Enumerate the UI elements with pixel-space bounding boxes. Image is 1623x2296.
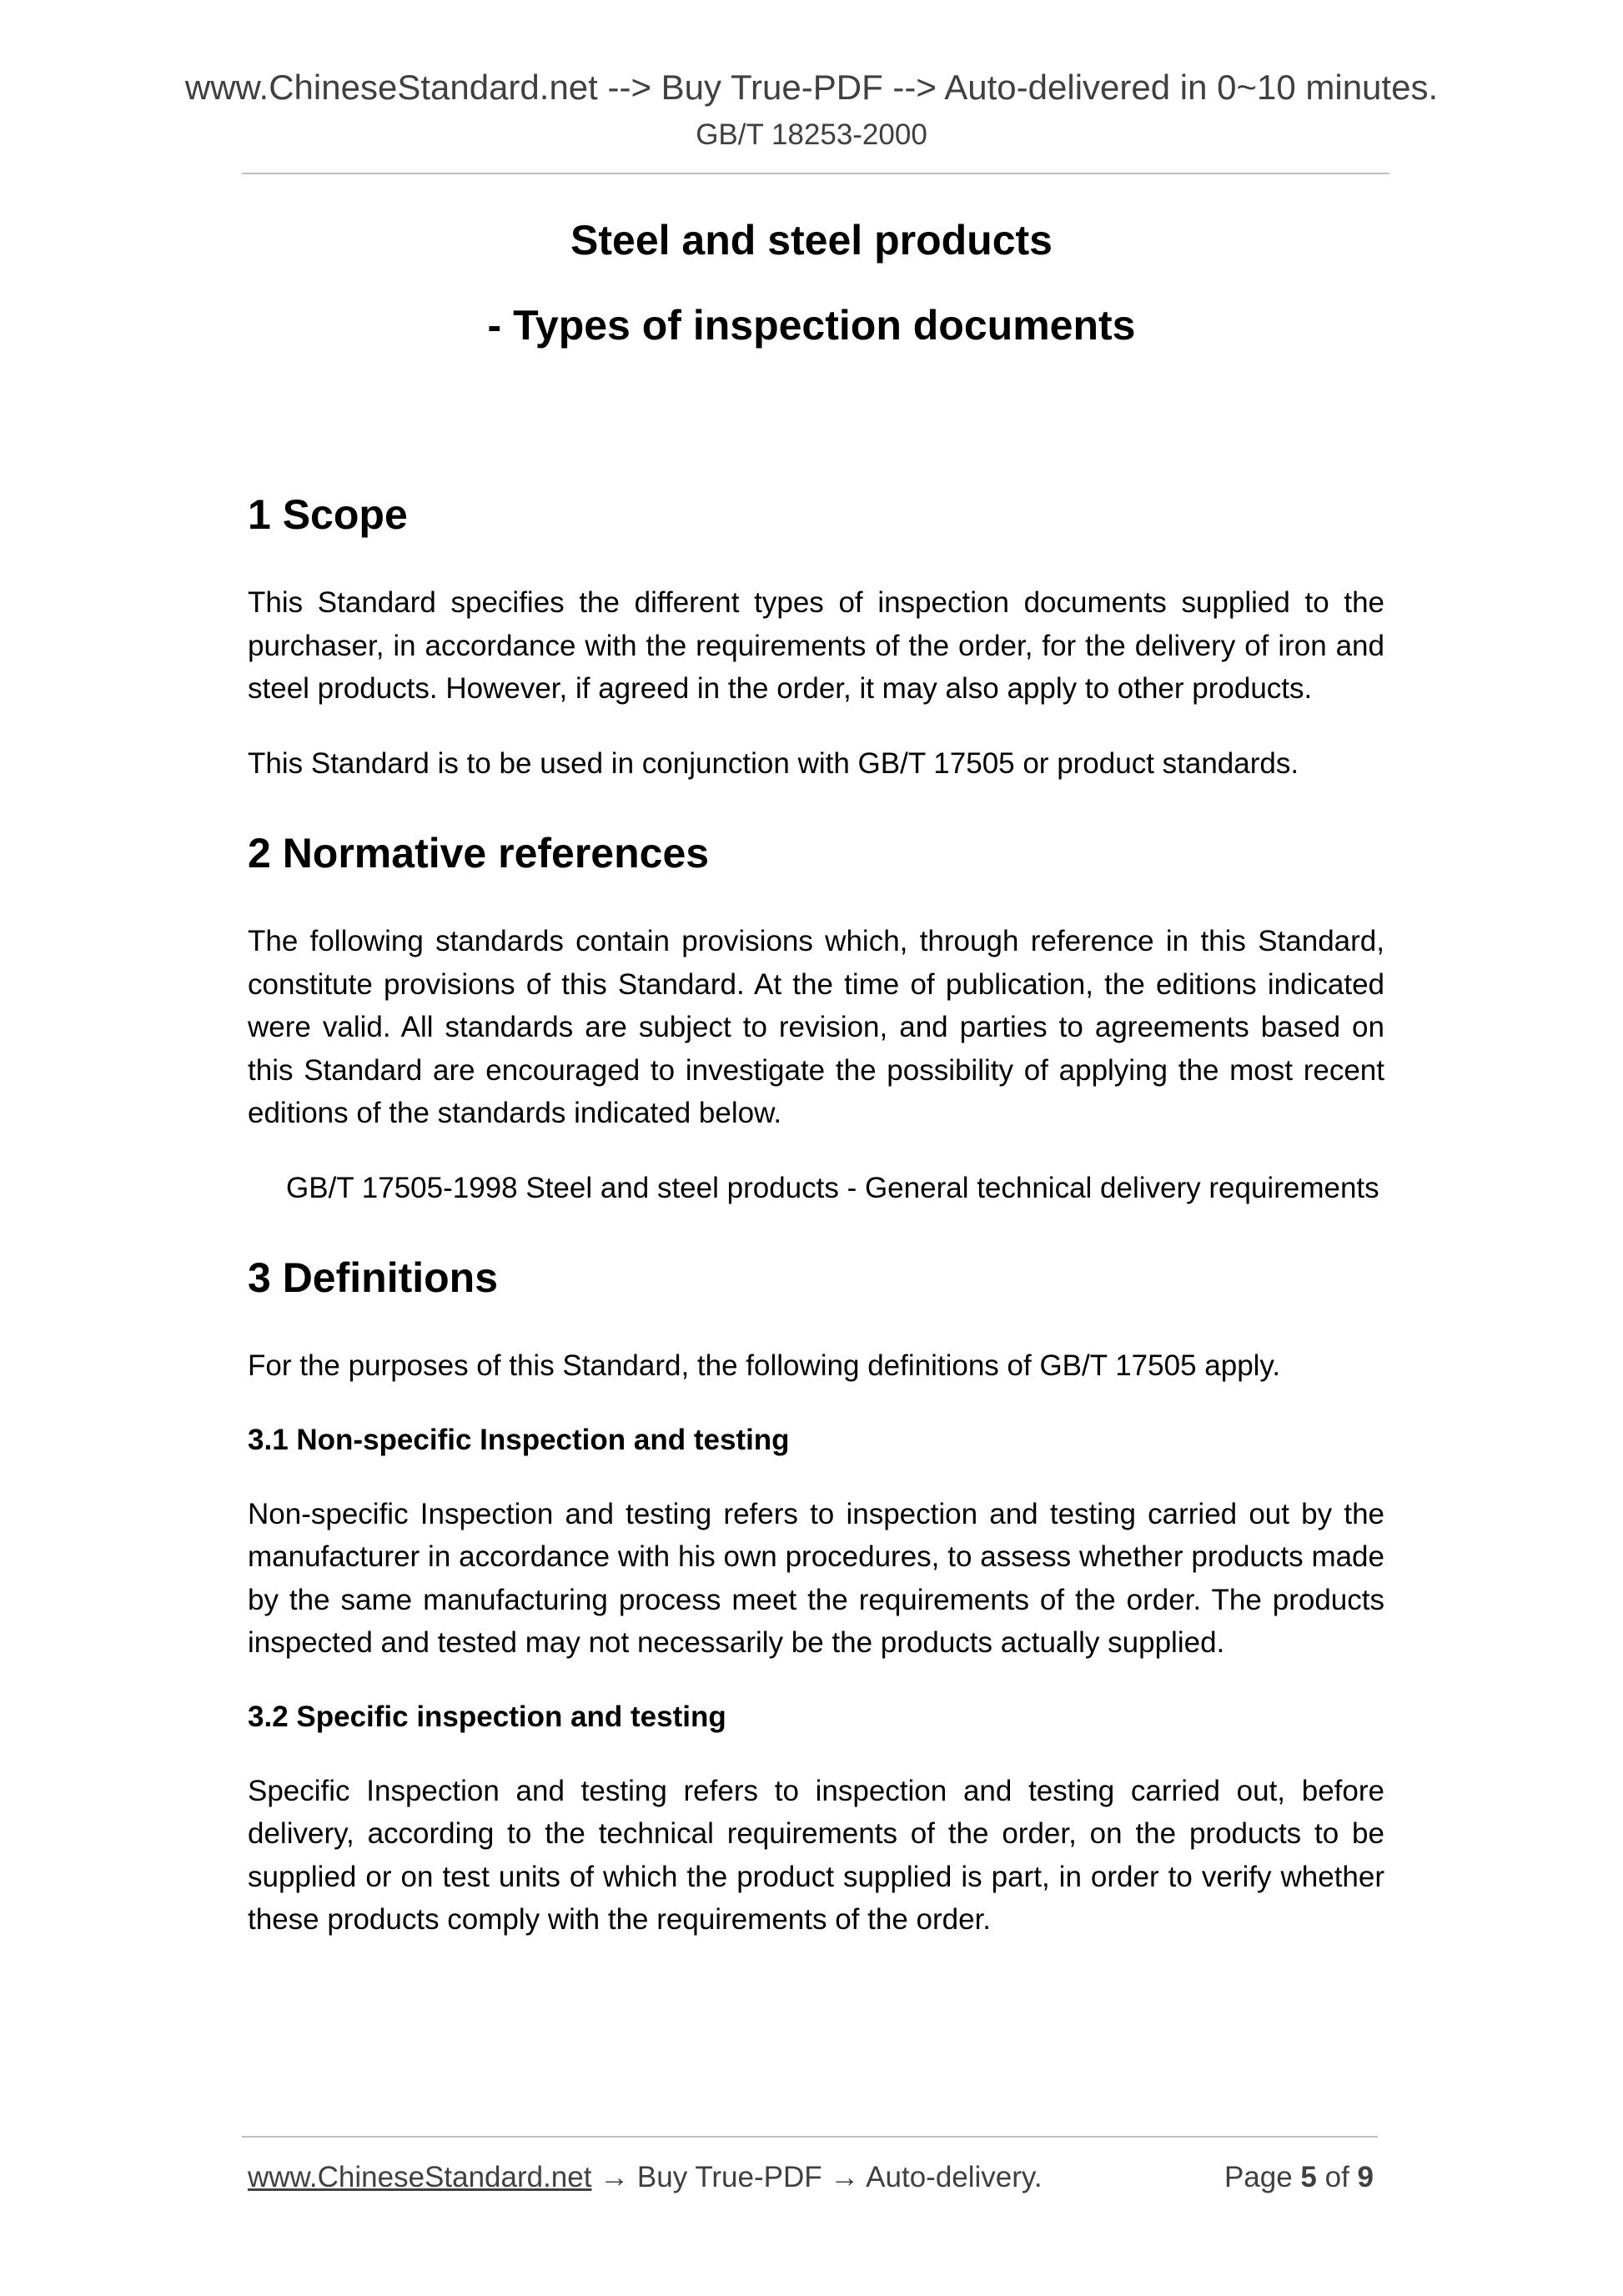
section-heading-definitions: 3 Definitions [248, 1254, 499, 1301]
page-current: 5 [1300, 2161, 1317, 2193]
normative-paragraph-1: The following standards contain provisions which, through reference in this Standard, constitute provisions of this Standard. At the time of publication, the editions indicated were valid. All standards are subject to revision, and parties to agreements based on this Standard are encouraged to investigate the possibility of applying the most recent editions of the standards indicated below. [248, 925, 1384, 1129]
footer-tagline: → Buy True-PDF → Auto-delivery. [591, 2161, 1043, 2193]
scope-paragraph-2: This Standard is to be used in conjunction with GB/T 17505 or product standards. [248, 746, 1299, 780]
document-body [248, 488, 1384, 1942]
normative-reference-item: GB/T 17505-1998 Steel and steel products - General technical delivery requirements [286, 1171, 1379, 1204]
subsection-3-1-text: Non-specific Inspection and testing refers to inspection and testing carried out by the manufacturer in accordance with his own procedures, to assess whether products made by the same manufacturing process meet the requirements of the order. The products inspected and tested may not necessarily be the products actually supplied. [248, 1497, 1384, 1659]
subsection-heading-3-2: 3.2 Specific inspection and testing [248, 1700, 726, 1733]
subsection-heading-3-1: 3.1 Non-specific Inspection and testing [248, 1423, 790, 1456]
header-divider [242, 173, 1389, 174]
definitions-intro: For the purposes of this Standard, the following definitions of GB/T 17505 apply. [248, 1349, 1281, 1382]
document-title-line-1: Steel and steel products [570, 217, 1053, 264]
subsection-3-2-text: Specific Inspection and testing refers to inspection and testing carried out, before delivery, according to the technical requirements of the order, on the products to be supplied or on test units of which the product supplied is part, in order to verify whether these products comply with the requirements of the order. [248, 1774, 1384, 1936]
page-header-banner: www.ChineseStandard.net --> Buy True-PDF --> Auto-delivered in 0~10 minutes. [184, 68, 1439, 107]
page-prefix: Page [1224, 2161, 1301, 2193]
scope-paragraph-1: This Standard specifies the different types of inspection documents supplied to the purchaser, in accordance with the requirements of the order, for the delivery of iron and steel products. However, if agreed in the order, it may also apply to other products. [248, 586, 1384, 705]
page-of: of [1316, 2161, 1358, 2193]
section-heading-normative-references: 2 Normative references [248, 830, 710, 877]
page-total: 9 [1357, 2161, 1374, 2193]
page-header-standard-code: GB/T 18253-2000 [696, 118, 927, 151]
document-title-line-2: - Types of inspection documents [487, 302, 1136, 349]
footer-site-link[interactable]: www.ChineseStandard.net [248, 2161, 592, 2193]
page-number [1224, 2158, 1374, 2198]
footer-divider [242, 2136, 1378, 2138]
section-heading-scope: 1 Scope [248, 491, 408, 538]
footer-left [248, 2158, 1043, 2198]
